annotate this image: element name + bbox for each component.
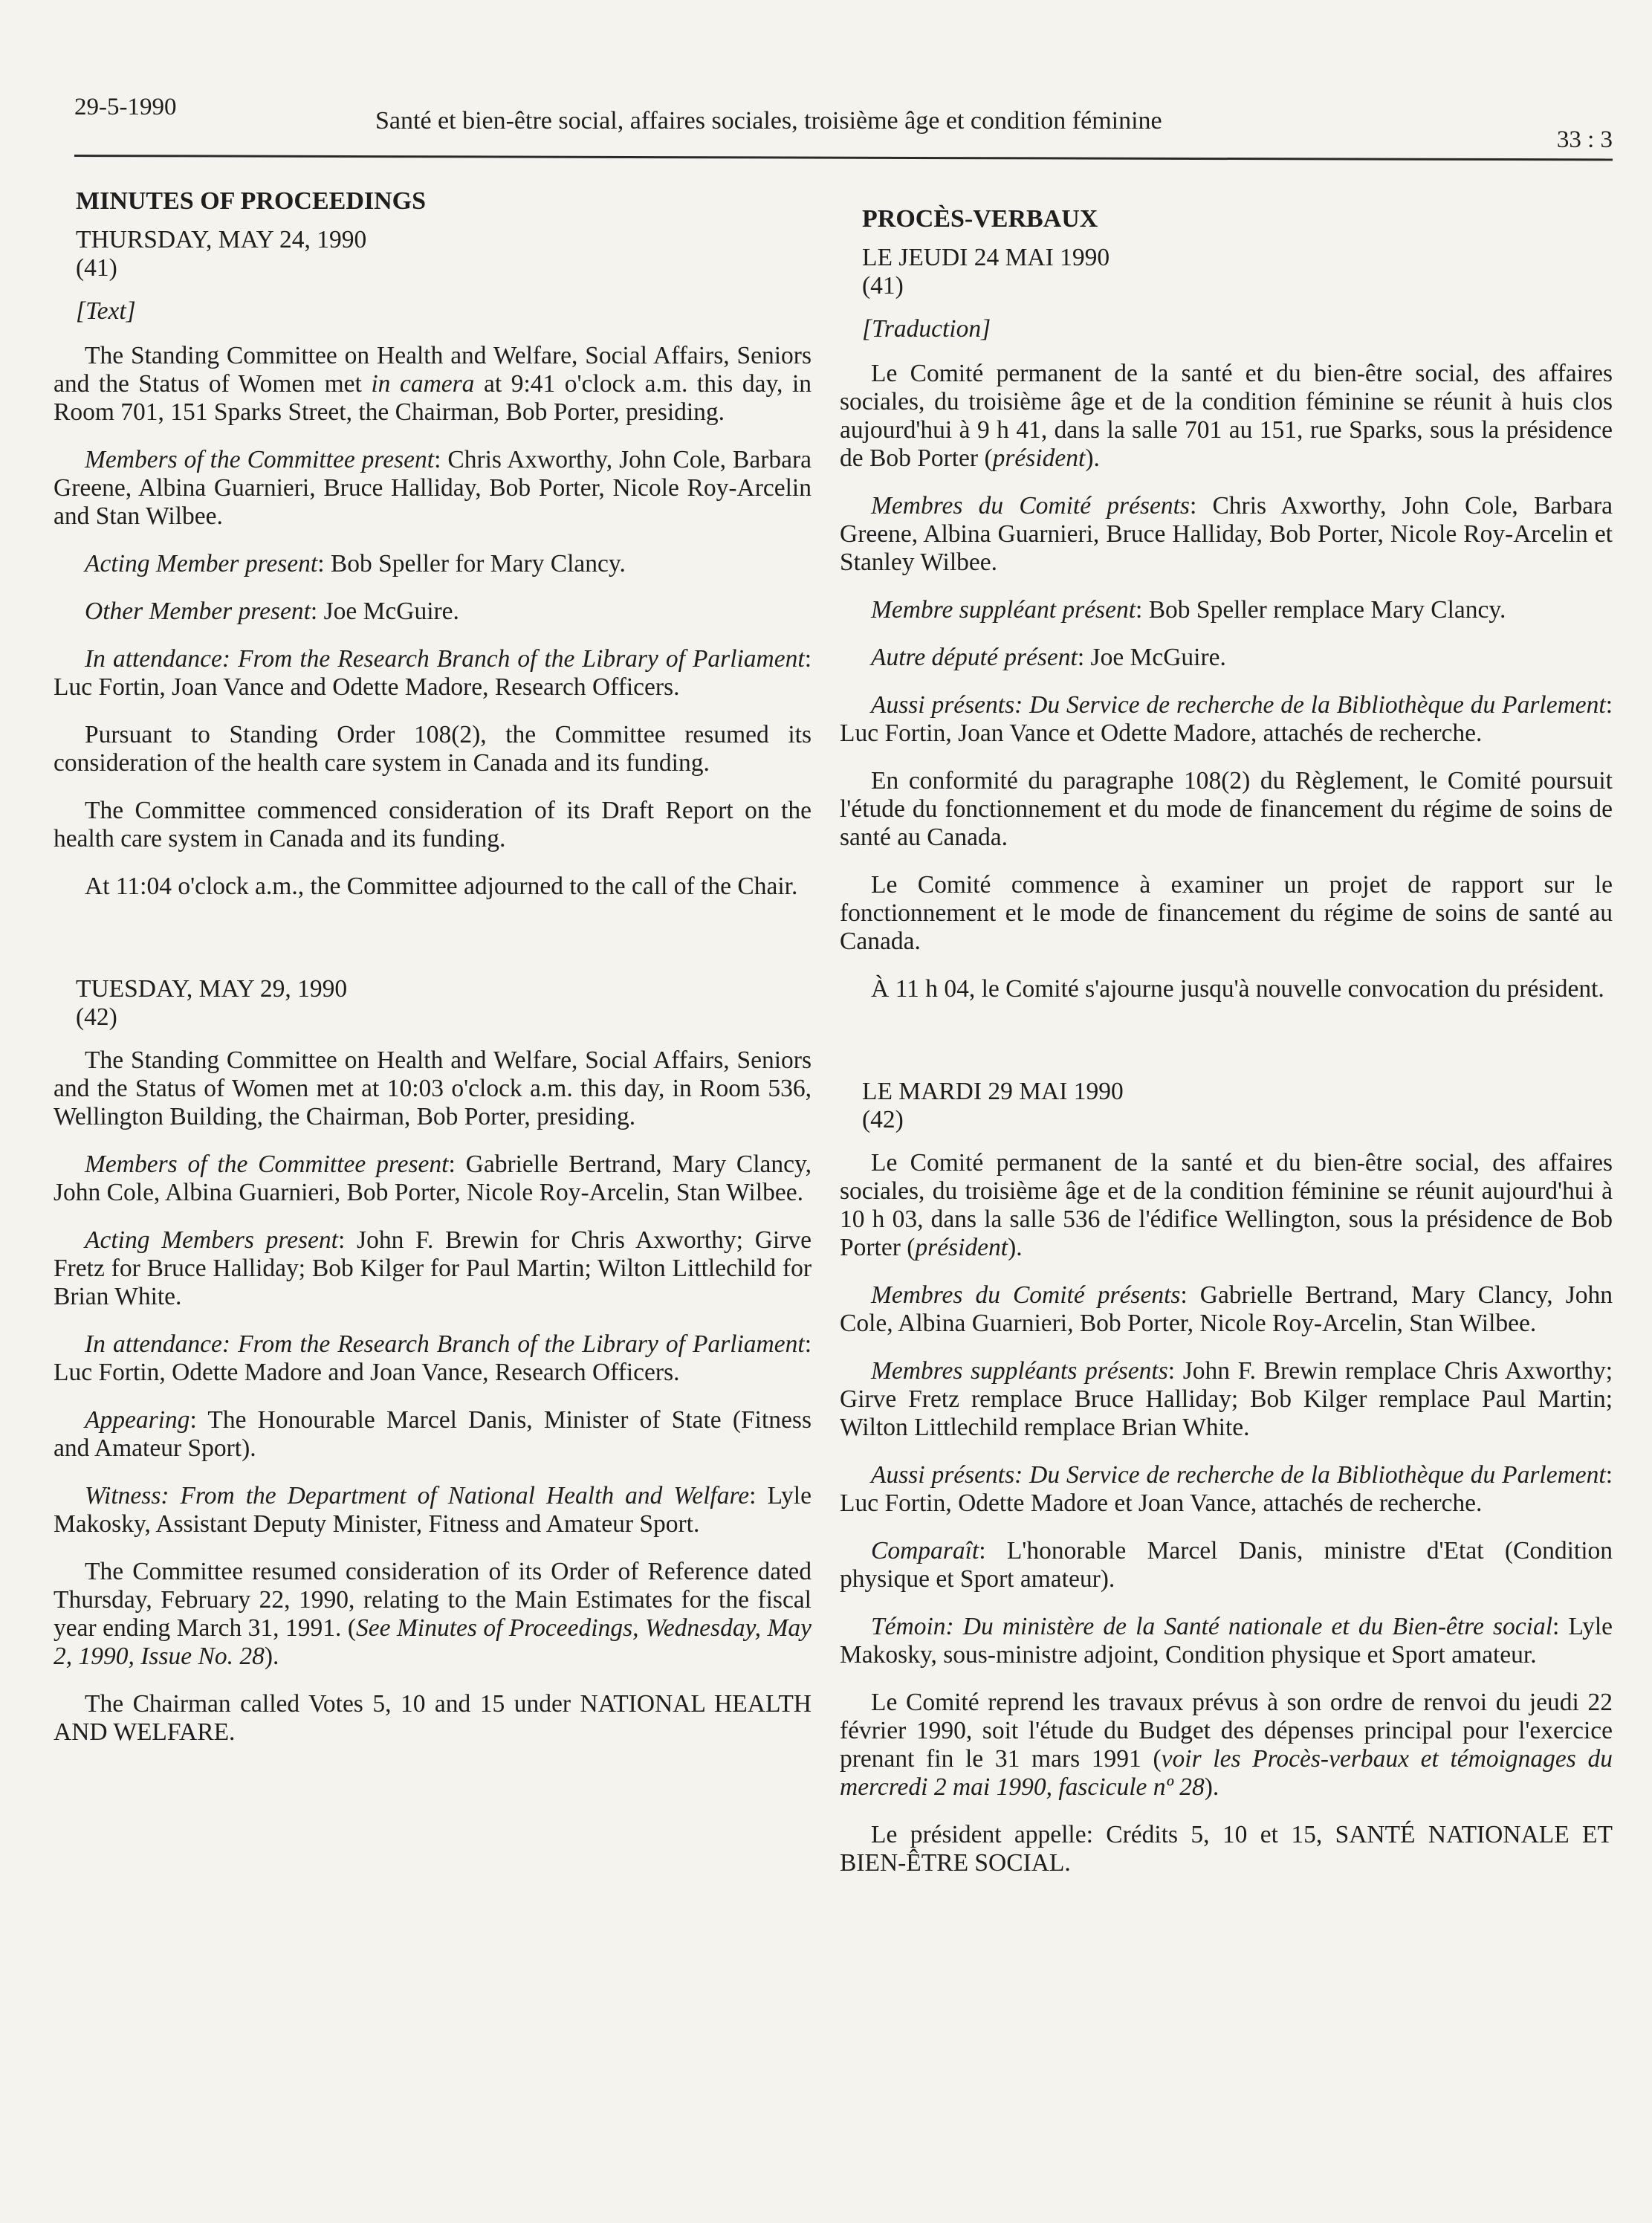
seance-41-ajournement: À 11 h 04, le Comité s'ajourne jusqu'à nouvelle convocation du président. xyxy=(871,975,1604,1003)
proces-verbaux-heading: PROCÈS-VERBAUX xyxy=(862,205,1098,233)
header-date: 29-5-1990 xyxy=(74,94,177,120)
meeting-41-attendance: In attendance: From the Research Branch of the Library of Parliament: Luc Fortin, Joan Vance and Odette Madore, Research Officers. xyxy=(54,645,812,701)
seance-41-members: Membres du Comité présents: Chris Axworthy, John Cole, Barbara Greene, Albina Guarnieri, Bruce Halliday, Bob Porter, Nicole Roy-Arcelin et Stanley Wilbee. xyxy=(840,492,1613,576)
meeting-42-votes: The Chairman called Votes 5, 10 and 15 under NATIONAL HEALTH AND WELFARE. xyxy=(54,1690,812,1746)
running-header xyxy=(74,88,1613,156)
seance-42-ordre-de-renvoi: Le Comité reprend les travaux prévus à son ordre de renvoi du jeudi 22 février 1990, soit l'étude du Budget des dépenses principal pour l'exercice prenant fin le 31 mars 1991 (voir les Procès-verbaux et témoignages du mercredi 2 mai 1990, fascicule nº 28). xyxy=(840,1689,1613,1801)
seance-42-opening: Le Comité permanent de la santé et du bien-être social, des affaires sociales, du troisième âge et de la condition féminine se réunit aujourd'hui à 10 h 03, dans la salle 536 de l'édifice Wellington, sous la présidence de Bob Porter (président). xyxy=(840,1149,1613,1261)
meeting-42-attendance: In attendance: From the Research Branch of the Library of Parliament: Luc Fortin, Odette Madore and Joan Vance, Research Officers. xyxy=(54,1330,812,1386)
meeting-41-acting-member: Acting Member present: Bob Speller for Mary Clancy. xyxy=(85,550,626,577)
page-number: 33 : 3 xyxy=(1556,126,1613,153)
seance-42-members: Membres du Comité présents: Gabrielle Bertrand, Mary Clancy, John Cole, Albina Guarnieri, Bob Porter, Nicole Roy-Arcelin, Stan Wilbee. xyxy=(840,1281,1613,1337)
seance-42-comparait: Comparaît: L'honorable Marcel Danis, ministre d'Etat (Condition physique et Sport amateur). xyxy=(840,1537,1613,1593)
seance-41-opening: Le Comité permanent de la santé et du bien-être social, des affaires sociales, du troisième âge et de la condition féminine se réunit à huis clos aujourd'hui à 9 h 41, dans la salle 701 au 151, rue Sparks, sous la présidence de Bob Porter (président). xyxy=(840,360,1613,472)
meeting-42-appearing: Appearing: The Honourable Marcel Danis, Minister of State (Fitness and Amateur Sport). xyxy=(54,1406,812,1462)
meeting-41-text-tag: [Text] xyxy=(76,297,136,325)
seance-41-attendance: Aussi présents: Du Service de recherche de la Bibliothèque du Parlement: Luc Fortin, Joan Vance et Odette Madore, attachés de recherche. xyxy=(840,691,1613,747)
seance-41-acting-member: Membre suppléant présent: Bob Speller remplace Mary Clancy. xyxy=(871,596,1506,624)
seance-42-acting-members: Membres suppléants présents: John F. Brewin remplace Chris Axworthy; Girve Fretz remplace Bruce Halliday; Bob Kilger remplace Paul Martin; Wilton Littlechild remplace Brian White. xyxy=(840,1357,1613,1441)
meeting-41-members: Members of the Committee present: Chris Axworthy, John Cole, Barbara Greene, Albina Guarnieri, Bruce Halliday, Bob Porter, Nicole Roy-Arcelin and Stan Wilbee. xyxy=(54,446,812,530)
seance-42-credits: Le président appelle: Crédits 5, 10 et 15, SANTÉ NATIONALE ET BIEN-ÊTRE SOCIAL. xyxy=(840,1821,1613,1877)
header-title: Santé et bien-être social, affaires sociales, troisième âge et condition féminine xyxy=(375,107,1162,135)
meeting-41-date: THURSDAY, MAY 24, 1990 xyxy=(76,226,367,253)
seance-42-temoin: Témoin: Du ministère de la Santé nationale et du Bien-être social: Lyle Makosky, sous-ministre adjoint, Condition physique et Sport amateur. xyxy=(840,1613,1613,1669)
meeting-42-members: Members of the Committee present: Gabrielle Bertrand, Mary Clancy, John Cole, Albina Guarnieri, Bob Porter, Nicole Roy-Arcelin, Stan Wilbee. xyxy=(54,1151,812,1206)
seance-41-other-member: Autre député présent: Joe McGuire. xyxy=(871,644,1226,671)
english-column xyxy=(54,187,812,1766)
meeting-41-number: (41) xyxy=(76,254,117,282)
meeting-41-other-member: Other Member present: Joe McGuire. xyxy=(85,598,459,625)
seance-42-attendance: Aussi présents: Du Service de recherche de la Bibliothèque du Parlement: Luc Fortin, Odette Madore et Joan Vance, attachés de recherche. xyxy=(840,1461,1613,1517)
meeting-42-acting-members: Acting Members present: John F. Brewin for Chris Axworthy; Girve Fretz for Bruce Halliday; Bob Kilger for Paul Martin; Wilton Littlechild for Brian White. xyxy=(54,1226,812,1310)
seance-41-reglement: En conformité du paragraphe 108(2) du Règlement, le Comité poursuit l'étude du fonctionnement et du mode de financement du régime de soins de santé au Canada. xyxy=(840,767,1613,851)
meeting-41-draft-report: The Committee commenced consideration of its Draft Report on the health care system in Canada and its funding. xyxy=(54,797,812,852)
meeting-41-adjournment: At 11:04 o'clock a.m., the Committee adjourned to the call of the Chair. xyxy=(85,873,798,900)
seance-41-projet-rapport: Le Comité commence à examiner un projet de rapport sur le fonctionnement et le mode de financement du régime de soins de santé au Canada. xyxy=(840,871,1613,955)
minutes-heading: MINUTES OF PROCEEDINGS xyxy=(76,187,427,215)
meeting-41-opening: The Standing Committee on Health and Welfare, Social Affairs, Seniors and the Status of Women met in camera at 9:41 o'clock a.m. this day, in Room 701, 151 Sparks Street, the Chairman, Bob Porter, presiding. xyxy=(54,342,812,426)
meeting-42-opening: The Standing Committee on Health and Welfare, Social Affairs, Seniors and the Status of Women met at 10:03 o'clock a.m. this day, in Room 536, Wellington Building, the Chairman, Bob Porter, presiding. xyxy=(54,1046,812,1130)
meeting-42-witness: Witness: From the Department of National Health and Welfare: Lyle Makosky, Assistant Deputy Minister, Fitness and Amateur Sport. xyxy=(54,1482,812,1538)
meeting-41-standing-order: Pursuant to Standing Order 108(2), the Committee resumed its consideration of the health care system in Canada and its funding. xyxy=(54,721,812,777)
seance-41-number: (41) xyxy=(862,272,904,300)
seance-41-traduction-tag: [Traduction] xyxy=(862,315,991,343)
meeting-42-date: TUESDAY, MAY 29, 1990 xyxy=(76,975,348,1003)
seance-42-date: LE MARDI 29 MAI 1990 xyxy=(862,1078,1124,1105)
seance-42-number: (42) xyxy=(862,1106,904,1133)
seance-41-date: LE JEUDI 24 MAI 1990 xyxy=(862,244,1110,271)
meeting-42-order-of-reference: The Committee resumed consideration of its Order of Reference dated Thursday, February 22, 1990, relating to the Main Estimates for the fiscal year ending March 31, 1991. (See Minutes of Proceedings, Wednesday, May 2, 1990, Issue No. 28). xyxy=(54,1558,812,1670)
french-column xyxy=(840,205,1613,1897)
meeting-42-number: (42) xyxy=(76,1003,117,1031)
